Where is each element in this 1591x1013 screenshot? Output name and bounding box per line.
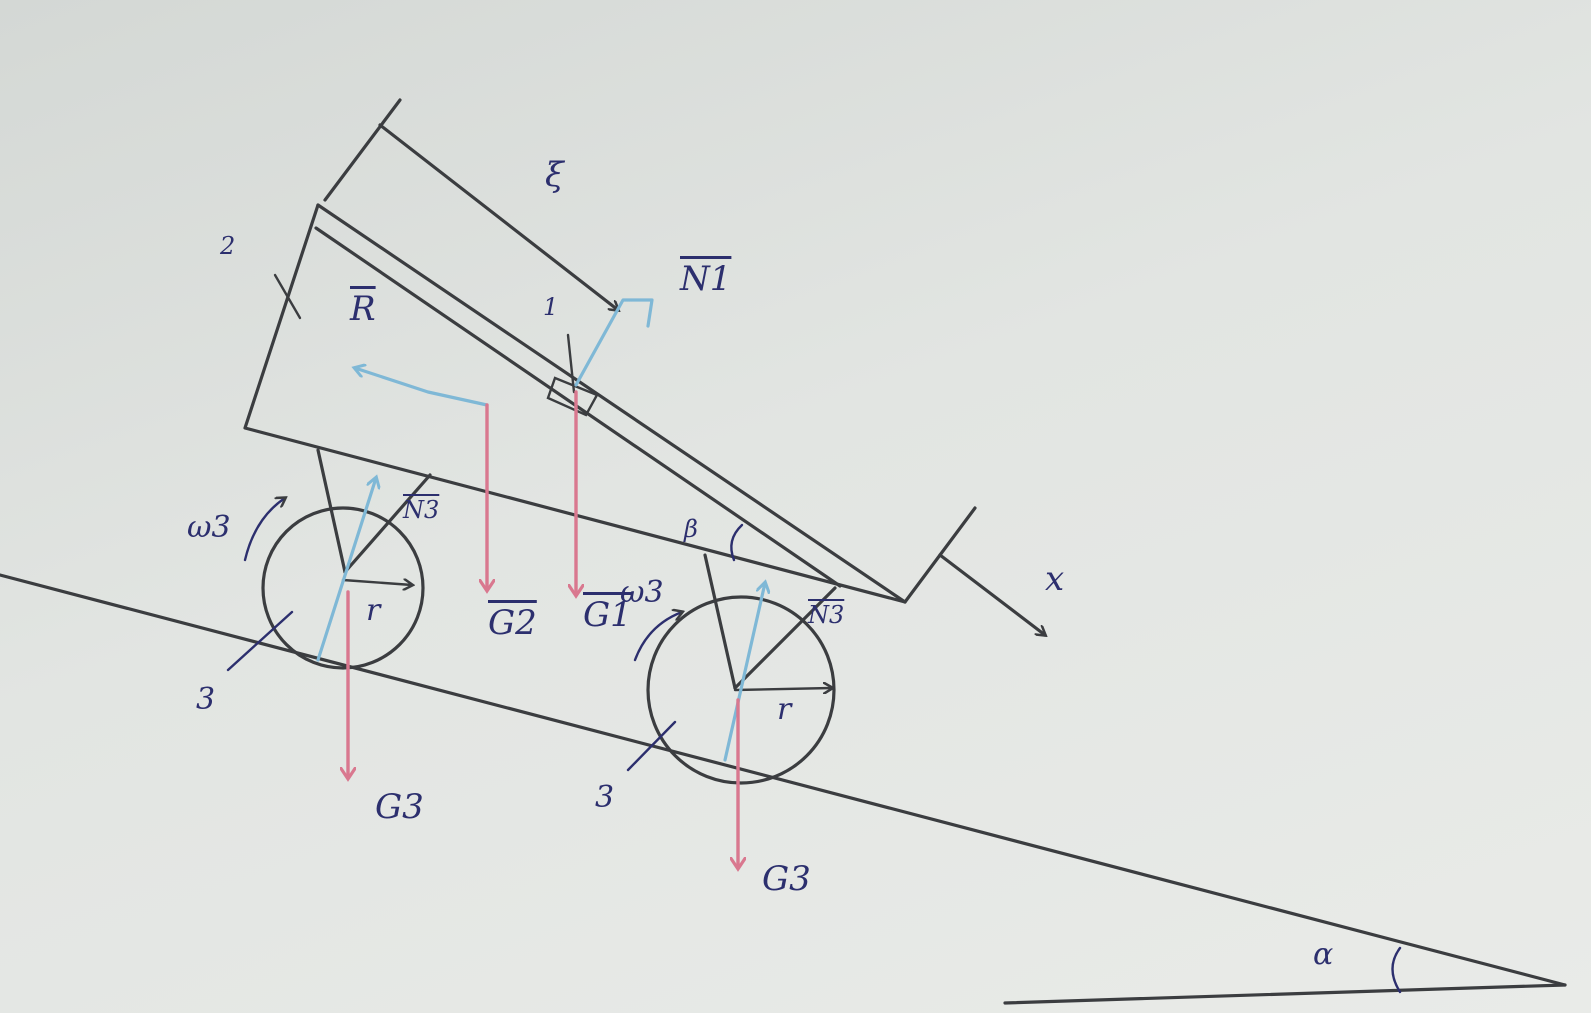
label-n3-left: N3 <box>403 496 440 524</box>
xi-axis <box>380 125 618 310</box>
label-g3-left: G3 <box>375 787 424 827</box>
base-line <box>1005 985 1565 1003</box>
radius-left <box>343 580 412 585</box>
label-xi: ξ <box>545 155 564 195</box>
omega-right-arc <box>635 612 682 660</box>
plank-bottom <box>316 228 840 586</box>
label-r: $\overline{R}$ <box>350 289 376 329</box>
label-n1: N1 <box>680 259 732 299</box>
label-wheel-left: 3 <box>196 682 216 717</box>
label-g2: G2 <box>488 603 537 643</box>
plank-top <box>318 205 905 602</box>
right-strut-a <box>705 555 735 688</box>
label-wheel-right: 3 <box>595 780 615 815</box>
r-force-arrow <box>355 368 487 405</box>
alpha-arc <box>1393 948 1401 992</box>
label-omega-right: ω3 <box>620 575 664 610</box>
wheel-left <box>263 508 423 668</box>
x-axis <box>940 555 1045 635</box>
label-omega-left: ω3 <box>187 510 231 545</box>
omega-left-arc <box>245 498 285 560</box>
label-x-axis: x <box>1045 559 1065 599</box>
label-g1: G1 <box>583 595 632 635</box>
label-body-2: 2 <box>220 232 236 260</box>
xi-axis-stub <box>325 100 400 200</box>
label-alpha: α <box>1313 937 1334 972</box>
label-g3-right: G3 <box>762 859 811 899</box>
label-beta: β <box>684 515 698 543</box>
label-r-right: r <box>777 692 792 727</box>
incline-line <box>0 575 1565 985</box>
label-r-left: r <box>366 593 381 628</box>
n1-force-arrow <box>576 300 652 385</box>
radius-right <box>735 688 832 690</box>
label-body-1: 1 <box>543 293 559 321</box>
body-2-tick <box>275 275 300 318</box>
label-n3-right: N3 <box>808 601 845 629</box>
beta-arc <box>731 525 742 560</box>
